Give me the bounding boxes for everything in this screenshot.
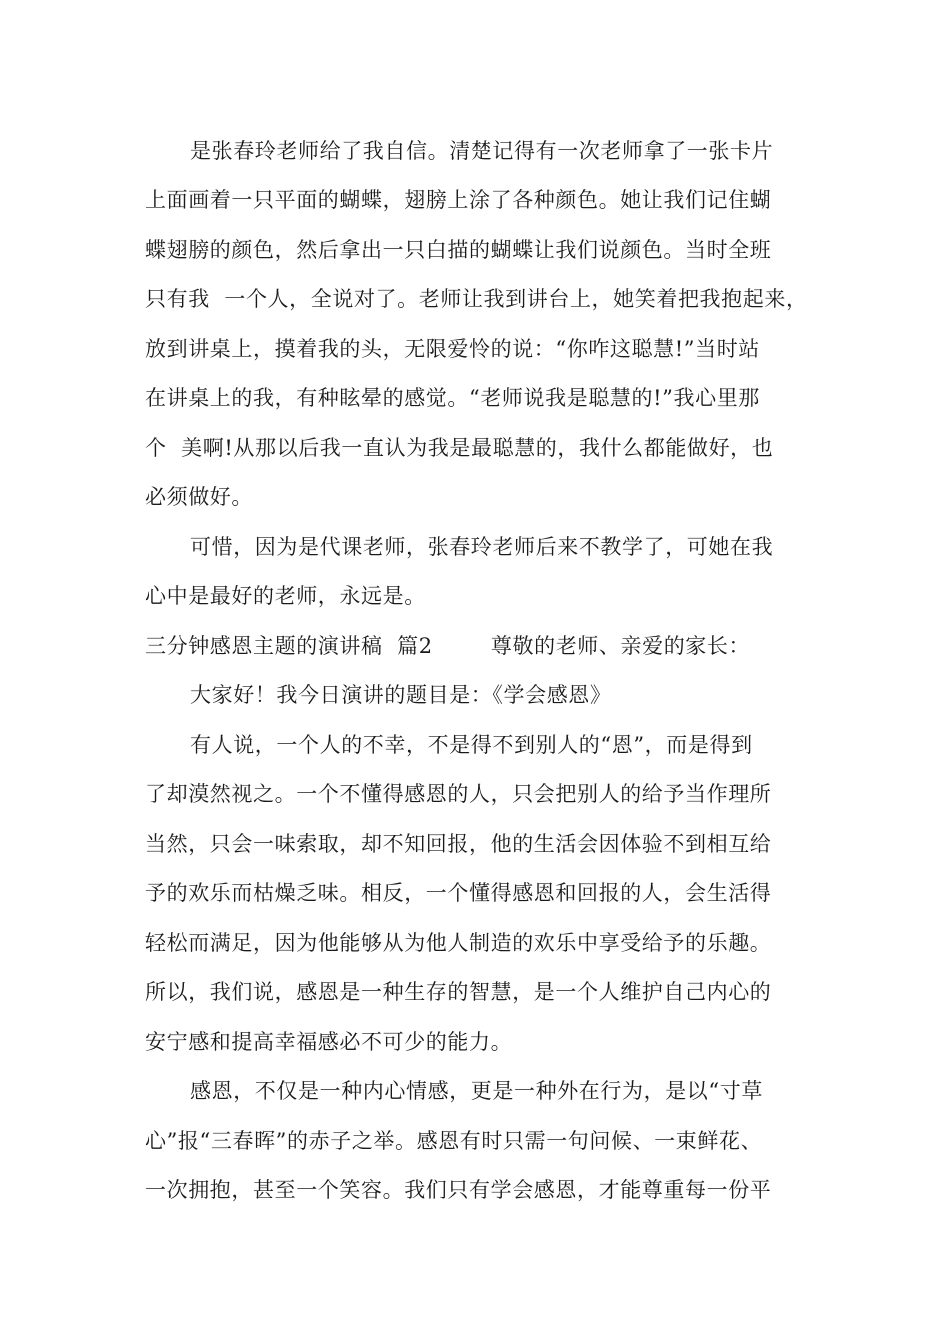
paragraph-1-line-7: 个 美啊!从那以后我一直认为我是最聪慧的，我什么都能做好，也 <box>145 436 774 460</box>
paragraph-3-line-5: 轻松而满足，因为他能够从为他人制造的欢乐中享受给予的乐趣。 <box>145 931 772 955</box>
paragraph-4-line-1: 感恩，不仅是一种内心情感，更是一种外在行为，是以“寸草 <box>190 1079 763 1103</box>
paragraph-1-line-1: 是张春玲老师给了我自信。清楚记得有一次老师拿了一张卡片 <box>190 139 774 163</box>
paragraph-3-line-1: 有人说，一个人的不幸，不是得不到别人的“恩”，而是得到 <box>190 733 753 757</box>
paragraph-2-line-2: 心中是最好的老师，永远是。 <box>145 584 426 608</box>
paragraph-1-line-2: 上面画着一只平面的蝴蝶，翅膀上涂了各种颜色。她让我们记住蝴 <box>145 188 772 212</box>
paragraph-4-line-3: 一次拥抱，甚至一个笑容。我们只有学会感恩，才能尊重每一份平 <box>145 1178 772 1202</box>
paragraph-3-line-4: 予的欢乐而枯燥乏味。相反，一个懂得感恩和回报的人，会生活得 <box>145 881 772 905</box>
paragraph-1-line-5: 放到讲桌上，摸着我的头，无限爱怜的说：“你咋这聪慧!”当时站 <box>145 337 760 361</box>
paragraph-3-line-6: 所以，我们说，感恩是一种生存的智慧，是一个人维护自己内心的 <box>145 980 772 1004</box>
paragraph-1-line-4: 只有我 一个人，全说对了。老师让我到讲台上，她笑着把我抱起来， <box>145 287 808 311</box>
paragraph-4-line-2: 心”报“三春晖”的赤子之举。感恩有时只需一句问候、一束鲜花、 <box>145 1129 763 1153</box>
section-heading: 三分钟感恩主题的演讲稿 篇2 尊敬的老师、亲爱的家长： <box>145 634 751 658</box>
paragraph-3-line-7: 安宁感和提高幸福感必不可少的能力。 <box>145 1030 513 1054</box>
paragraph-1-line-6: 在讲桌上的我，有种眩晕的感觉。“老师说我是聪慧的!”我心里那 <box>145 386 760 410</box>
paragraph-1-line-3: 蝶翅膀的颜色，然后拿出一只白描的蝴蝶让我们说颜色。当时全班 <box>145 238 772 262</box>
paragraph-3-line-2: 了却漠然视之。一个不懂得感恩的人，只会把别人的给予当作理所 <box>145 782 772 806</box>
paragraph-3-line-3: 当然，只会一味索取，却不知回报，他的生活会因体验不到相互给 <box>145 832 772 856</box>
greeting-line: 大家好！我今日演讲的题目是：《学会感恩》 <box>190 683 612 707</box>
paragraph-2-line-1: 可惜，因为是代课老师，张春玲老师后来不教学了，可她在我 <box>190 535 774 559</box>
paragraph-1-line-8: 必须做好。 <box>145 485 253 509</box>
